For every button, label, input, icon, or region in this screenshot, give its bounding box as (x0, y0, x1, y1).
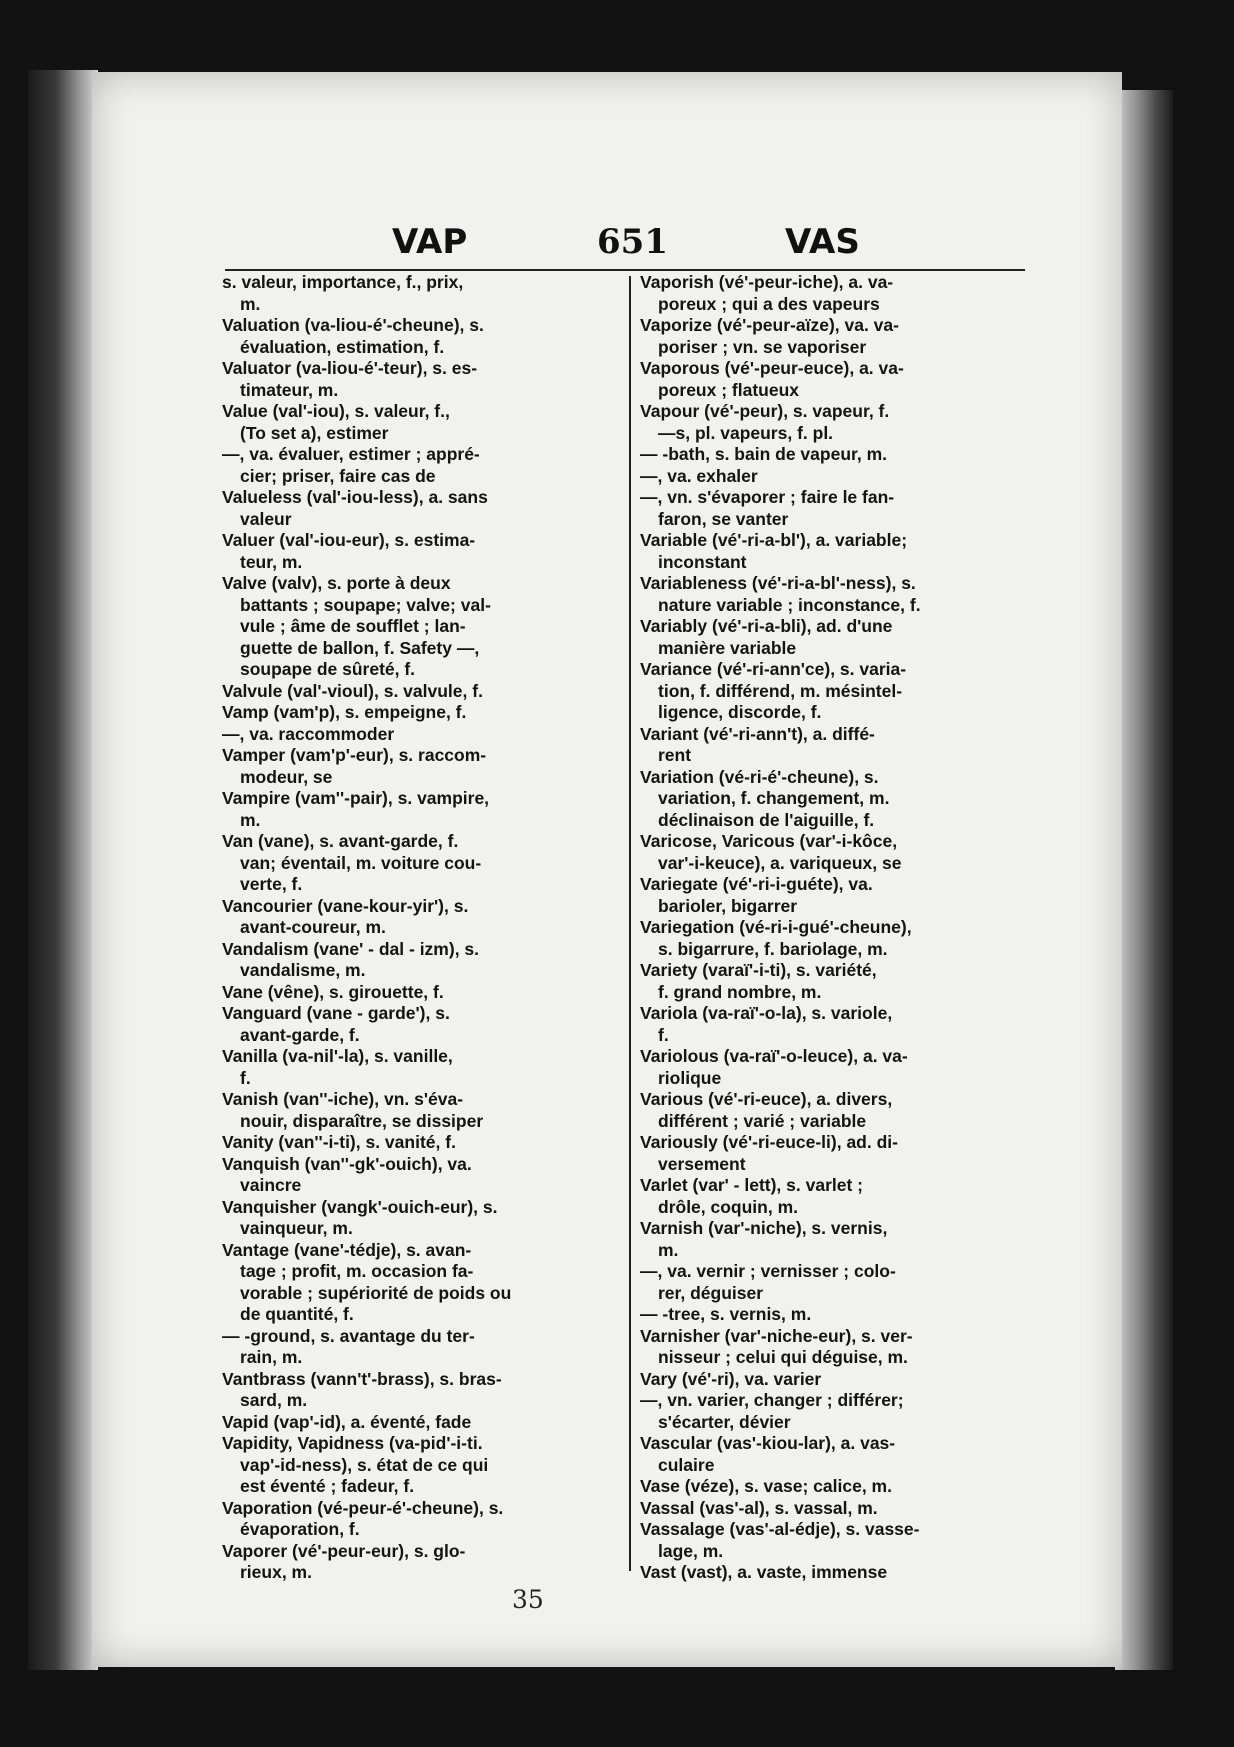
entry-headline: Vandalism (vane' - dal - izm), s. (222, 938, 480, 959)
entry-headline: —, va. évaluer, estimer ; appré- (222, 444, 480, 464)
entry-headline: —, vn. s'évaporer ; faire le fan- (640, 487, 895, 507)
entry-continuation: teur, m. (240, 551, 303, 572)
dictionary-entry (640, 1433, 1038, 1476)
dictionary-entry (222, 401, 620, 444)
dictionary-entry (222, 358, 620, 401)
entry-headline: Variably (vé'-ri-a-bli), ad. d'une (640, 616, 893, 636)
entry-continuation: rieux, m. (240, 1562, 312, 1582)
entry-headline: Variance (vé'-ri-ann'ce), s. varia- (640, 659, 907, 679)
entry-continuation: culaire (658, 1454, 715, 1475)
dictionary-entry (640, 573, 1038, 616)
entry-continuation: soupape de sûreté, f. (240, 659, 416, 679)
entry-headline: Vaporation (vé-peur-é'-cheune), s. (222, 1497, 504, 1518)
entry-headline: Varlet (var' - lett), s. varlet ; (640, 1175, 863, 1195)
entry-headline: Value (val'-iou), s. valeur, f., (222, 401, 450, 421)
entry-headline: Variegate (vé'-ri-i-guéte), va. (640, 874, 873, 894)
dictionary-entry (640, 1562, 1038, 1584)
entry-headline: Vascular (vas'-kiou-lar), a. vas- (640, 1433, 896, 1453)
dictionary-entry (640, 1175, 1038, 1218)
entry-continuation: lage, m. (658, 1540, 724, 1561)
entry-continuation: nouir, disparaître, se dissiper (240, 1110, 484, 1131)
entry-continuation: faron, se vanter (658, 508, 789, 529)
entry-headline: —, va. raccommoder (222, 723, 395, 744)
entry-headline: Vapid (vap'-id), a. éventé, fade (222, 1411, 472, 1432)
entry-headline: Valueless (val'-iou-less), a. sans (222, 487, 488, 507)
entry-continuation: nisseur ; celui qui déguise, m. (658, 1347, 908, 1367)
running-header (92, 222, 1122, 272)
entry-headline: Vapidity, Vapidness (va-pid'-i-ti. (222, 1433, 483, 1453)
entry-continuation: battants ; soupape; valve; val- (240, 594, 491, 615)
entry-continuation: valeur (240, 508, 292, 529)
dictionary-entry (222, 939, 620, 982)
dictionary-entry (640, 1089, 1038, 1132)
column-divider (629, 276, 631, 1571)
entry-headline: Vaporer (vé'-peur-eur), s. glo- (222, 1540, 466, 1561)
entry-headline: Valve (valv), s. porte à deux (222, 573, 451, 593)
entry-continuation: verte, f. (240, 874, 303, 894)
dictionary-entry (222, 1240, 620, 1326)
entry-continuation: vorable ; supériorité de poids ou (240, 1282, 512, 1303)
entry-headline: Vanish (van''-iche), vn. s'éva- (222, 1089, 464, 1109)
dictionary-entry (222, 315, 620, 358)
entry-continuation: poriser ; vn. se vaporiser (658, 336, 867, 357)
entry-continuation: vule ; âme de soufflet ; lan- (240, 616, 466, 636)
entry-headline: Van (vane), s. avant-garde, f. (222, 831, 459, 851)
entry-continuation: f. (658, 1024, 669, 1045)
dictionary-entry (222, 1433, 620, 1498)
entry-continuation: s'écarter, dévier (658, 1411, 791, 1432)
entry-headline: Vaporish (vé'-peur-iche), a. va- (640, 272, 894, 292)
entry-headline: — -tree, s. vernis, m. (640, 1304, 812, 1324)
entry-headline: Vancourier (vane-kour-yir'), s. (222, 895, 469, 916)
dictionary-entry (640, 444, 1038, 466)
header-rule (225, 269, 1025, 271)
entry-continuation: modeur, se (240, 766, 333, 787)
dictionary-entry (222, 487, 620, 530)
entry-headline: Variety (varaï'-i-ti), s. variété, (640, 960, 877, 980)
dictionary-entry (222, 896, 620, 939)
entry-continuation: vandalisme, m. (240, 960, 366, 980)
entry-continuation: tion, f. différend, m. mésintel- (658, 680, 903, 701)
entry-continuation: van; éventail, m. voiture cou- (240, 852, 482, 873)
dictionary-entry (222, 1412, 620, 1434)
dictionary-entry (222, 444, 620, 487)
dictionary-entry (222, 724, 620, 746)
entry-headline: Varicose, Varicous (var'-i-kôce, (640, 831, 898, 851)
dictionary-entry (640, 1519, 1038, 1562)
dictionary-entry (640, 401, 1038, 444)
dictionary-entry (640, 1498, 1038, 1520)
entry-continuation: nature variable ; inconstance, f. (658, 594, 921, 615)
entry-headline: —, va. vernir ; vernisser ; colo- (640, 1261, 896, 1281)
entry-continuation: inconstant (658, 551, 747, 572)
film-edge-left (28, 70, 98, 1670)
entry-continuation: évaluation, estimation, f. (240, 336, 445, 357)
dictionary-entry (640, 874, 1038, 917)
entry-continuation: s. bigarrure, f. bariolage, m. (658, 938, 888, 959)
entry-continuation: variation, f. changement, m. (658, 788, 890, 808)
dictionary-entry (222, 1197, 620, 1240)
entry-headline: Varnish (var'-niche), s. vernis, (640, 1218, 888, 1238)
dictionary-entry (640, 659, 1038, 724)
dictionary-entry (640, 1369, 1038, 1391)
entry-continuation: sard, m. (240, 1390, 308, 1410)
entry-continuation: m. (658, 1239, 679, 1260)
entry-headline: Vamp (vam'p), s. empeigne, f. (222, 702, 467, 722)
entry-continuation: avant-garde, f. (240, 1024, 360, 1045)
entry-headline: Variant (vé'-ri-ann't), a. diffé- (640, 723, 875, 744)
dictionary-entry (640, 724, 1038, 767)
entry-headline: Vanity (van''-i-ti), s. vanité, f. (222, 1132, 456, 1152)
entry-headline: Variolous (va-raï'-o-leuce), a. va- (640, 1046, 908, 1066)
entry-continuation: cier; priser, faire cas de (240, 465, 436, 486)
right-column (640, 272, 1038, 1592)
entry-headline: Vanguard (vane - garde'), s. (222, 1003, 450, 1023)
dictionary-entry (222, 272, 620, 315)
entry-continuation: tage ; profit, m. occasion fa- (240, 1261, 474, 1281)
dictionary-entry (222, 1132, 620, 1154)
header-left-guideword: VAP (392, 222, 468, 262)
dictionary-entry (222, 681, 620, 703)
entry-headline: —, vn. varier, changer ; différer; (640, 1390, 904, 1410)
dictionary-entry (222, 1326, 620, 1369)
entry-continuation: m. (240, 293, 261, 314)
entry-continuation: avant-coureur, m. (240, 917, 386, 937)
dictionary-entry (222, 573, 620, 681)
entry-headline: Vampire (vam''-pair), s. vampire, (222, 788, 490, 808)
entry-continuation: var'-i-keuce), a. variqueux, se (658, 852, 902, 873)
entry-headline: Vanilla (va-nil'-la), s. vanille, (222, 1046, 453, 1066)
entry-headline: Valuator (va-liou-é'-teur), s. es- (222, 358, 478, 378)
dictionary-entry (640, 466, 1038, 488)
entry-headline: Valuation (va-liou-é'-cheune), s. (222, 315, 484, 335)
entry-headline: Vapour (vé'-peur), s. vapeur, f. (640, 401, 890, 421)
film-edge-right (1115, 90, 1173, 1670)
entry-continuation: rer, déguiser (658, 1282, 764, 1303)
dictionary-entry (222, 831, 620, 896)
entry-headline: s. valeur, importance, f., prix, (222, 272, 464, 292)
entry-continuation: de quantité, f. (240, 1304, 354, 1324)
entry-headline: Vast (vast), a. vaste, immense (640, 1562, 888, 1582)
entry-headline: Variable (vé'-ri-a-bl'), a. variable; (640, 530, 908, 550)
dictionary-entry (640, 272, 1038, 315)
dictionary-entry (640, 530, 1038, 573)
entry-continuation: riolique (658, 1067, 722, 1088)
dictionary-entry (222, 1046, 620, 1089)
entry-continuation: (To set a), estimer (240, 422, 389, 443)
entry-continuation: f. grand nombre, m. (658, 981, 822, 1002)
dictionary-entry (222, 1541, 620, 1584)
entry-headline: Vase (véze), s. vase; calice, m. (640, 1476, 892, 1496)
dictionary-entry (222, 1498, 620, 1541)
entry-continuation: déclinaison de l'aiguille, f. (658, 809, 875, 830)
signature-number: 35 (512, 1585, 544, 1614)
entry-continuation: drôle, coquin, m. (658, 1196, 799, 1217)
entry-headline: Vanquisher (vangk'-ouich-eur), s. (222, 1196, 498, 1217)
entry-continuation: vaincre (240, 1175, 302, 1195)
dictionary-entry (640, 315, 1038, 358)
dictionary-entry (222, 1154, 620, 1197)
dictionary-entry (640, 1218, 1038, 1261)
entry-headline: Vary (vé'-ri), va. varier (640, 1368, 822, 1389)
entry-continuation: rent (658, 745, 692, 765)
entry-continuation: évaporation, f. (240, 1519, 360, 1539)
entry-headline: Vamper (vam'p'-eur), s. raccom- (222, 745, 487, 765)
dictionary-entry (222, 745, 620, 788)
dictionary-entry (222, 702, 620, 724)
header-right-guideword: VAS (785, 222, 860, 262)
entry-headline: Vaporous (vé'-peur-euce), a. va- (640, 358, 904, 378)
entry-continuation: différent ; varié ; variable (658, 1110, 867, 1131)
entry-headline: Various (vé'-ri-euce), a. divers, (640, 1089, 893, 1109)
dictionary-entry (640, 1003, 1038, 1046)
dictionary-entry (640, 487, 1038, 530)
entry-continuation: vainqueur, m. (240, 1218, 353, 1238)
entry-continuation: rain, m. (240, 1347, 303, 1367)
entry-continuation: est éventé ; fadeur, f. (240, 1476, 415, 1496)
entry-headline: Varnisher (var'-niche-eur), s. ver- (640, 1325, 913, 1346)
entry-continuation: —s, pl. vapeurs, f. pl. (658, 422, 834, 443)
left-column (222, 272, 620, 1592)
dictionary-entry (640, 1390, 1038, 1433)
dictionary-entry (640, 358, 1038, 401)
entry-headline: Variously (vé'-ri-euce-li), ad. di- (640, 1132, 898, 1152)
dictionary-entry (222, 1003, 620, 1046)
dictionary-entry (222, 1369, 620, 1412)
entry-headline: Valvule (val'-vioul), s. valvule, f. (222, 680, 483, 701)
dictionary-entry (640, 1132, 1038, 1175)
dictionary-entry (222, 982, 620, 1004)
entry-headline: Variola (va-raï'-o-la), s. variole, (640, 1003, 893, 1023)
entry-continuation: f. (240, 1067, 251, 1088)
entry-continuation: manière variable (658, 637, 797, 658)
entry-continuation: vap'-id-ness), s. état de ce qui (240, 1454, 489, 1475)
entry-headline: —, va. exhaler (640, 465, 758, 486)
entry-headline: Vantbrass (vann't'-brass), s. bras- (222, 1368, 502, 1389)
dictionary-entry (640, 767, 1038, 832)
dictionary-entry (222, 530, 620, 573)
entry-continuation: timateur, m. (240, 379, 339, 400)
dictionary-entry (222, 788, 620, 831)
dictionary-entry (640, 1326, 1038, 1369)
entry-headline: Valuer (val'-iou-eur), s. estima- (222, 530, 476, 550)
entry-continuation: m. (240, 809, 261, 830)
entry-headline: Vanquish (van''-gk'-ouich), va. (222, 1153, 472, 1174)
dictionary-page (92, 72, 1122, 1667)
entry-headline: Vaporize (vé'-peur-aïze), va. va- (640, 315, 899, 335)
dictionary-entry (640, 1046, 1038, 1089)
entry-headline: Vassalage (vas'-al-édje), s. vasse- (640, 1519, 920, 1539)
entry-continuation: ligence, discorde, f. (658, 702, 822, 722)
dictionary-entry (640, 960, 1038, 1003)
entry-continuation: poreux ; qui a des vapeurs (658, 293, 880, 314)
entry-headline: Variation (vé-ri-é'-cheune), s. (640, 766, 879, 787)
entry-continuation: guette de ballon, f. Safety —, (240, 637, 480, 658)
entry-continuation: poreux ; flatueux (658, 379, 799, 400)
dictionary-entry (640, 1476, 1038, 1498)
entry-continuation: barioler, bigarrer (658, 895, 798, 916)
entry-continuation: versement (658, 1153, 746, 1174)
dictionary-entry (222, 1089, 620, 1132)
entry-headline: Variegation (vé-ri-i-gué'-cheune), (640, 917, 912, 937)
dictionary-entry (640, 1304, 1038, 1326)
dictionary-entry (640, 831, 1038, 874)
entry-headline: — -ground, s. avantage du ter- (222, 1325, 475, 1346)
entry-headline: Vassal (vas'-al), s. vassal, m. (640, 1497, 878, 1518)
entry-headline: Vantage (vane'-tédje), s. avan- (222, 1239, 472, 1260)
dictionary-entry (640, 1261, 1038, 1304)
dictionary-entry (640, 616, 1038, 659)
entry-headline: Variableness (vé'-ri-a-bl'-ness), s. (640, 573, 916, 593)
header-page-number: 651 (597, 222, 668, 262)
entry-headline: Vane (vêne), s. girouette, f. (222, 981, 444, 1002)
dictionary-entry (640, 917, 1038, 960)
entry-headline: — -bath, s. bain de vapeur, m. (640, 444, 887, 464)
